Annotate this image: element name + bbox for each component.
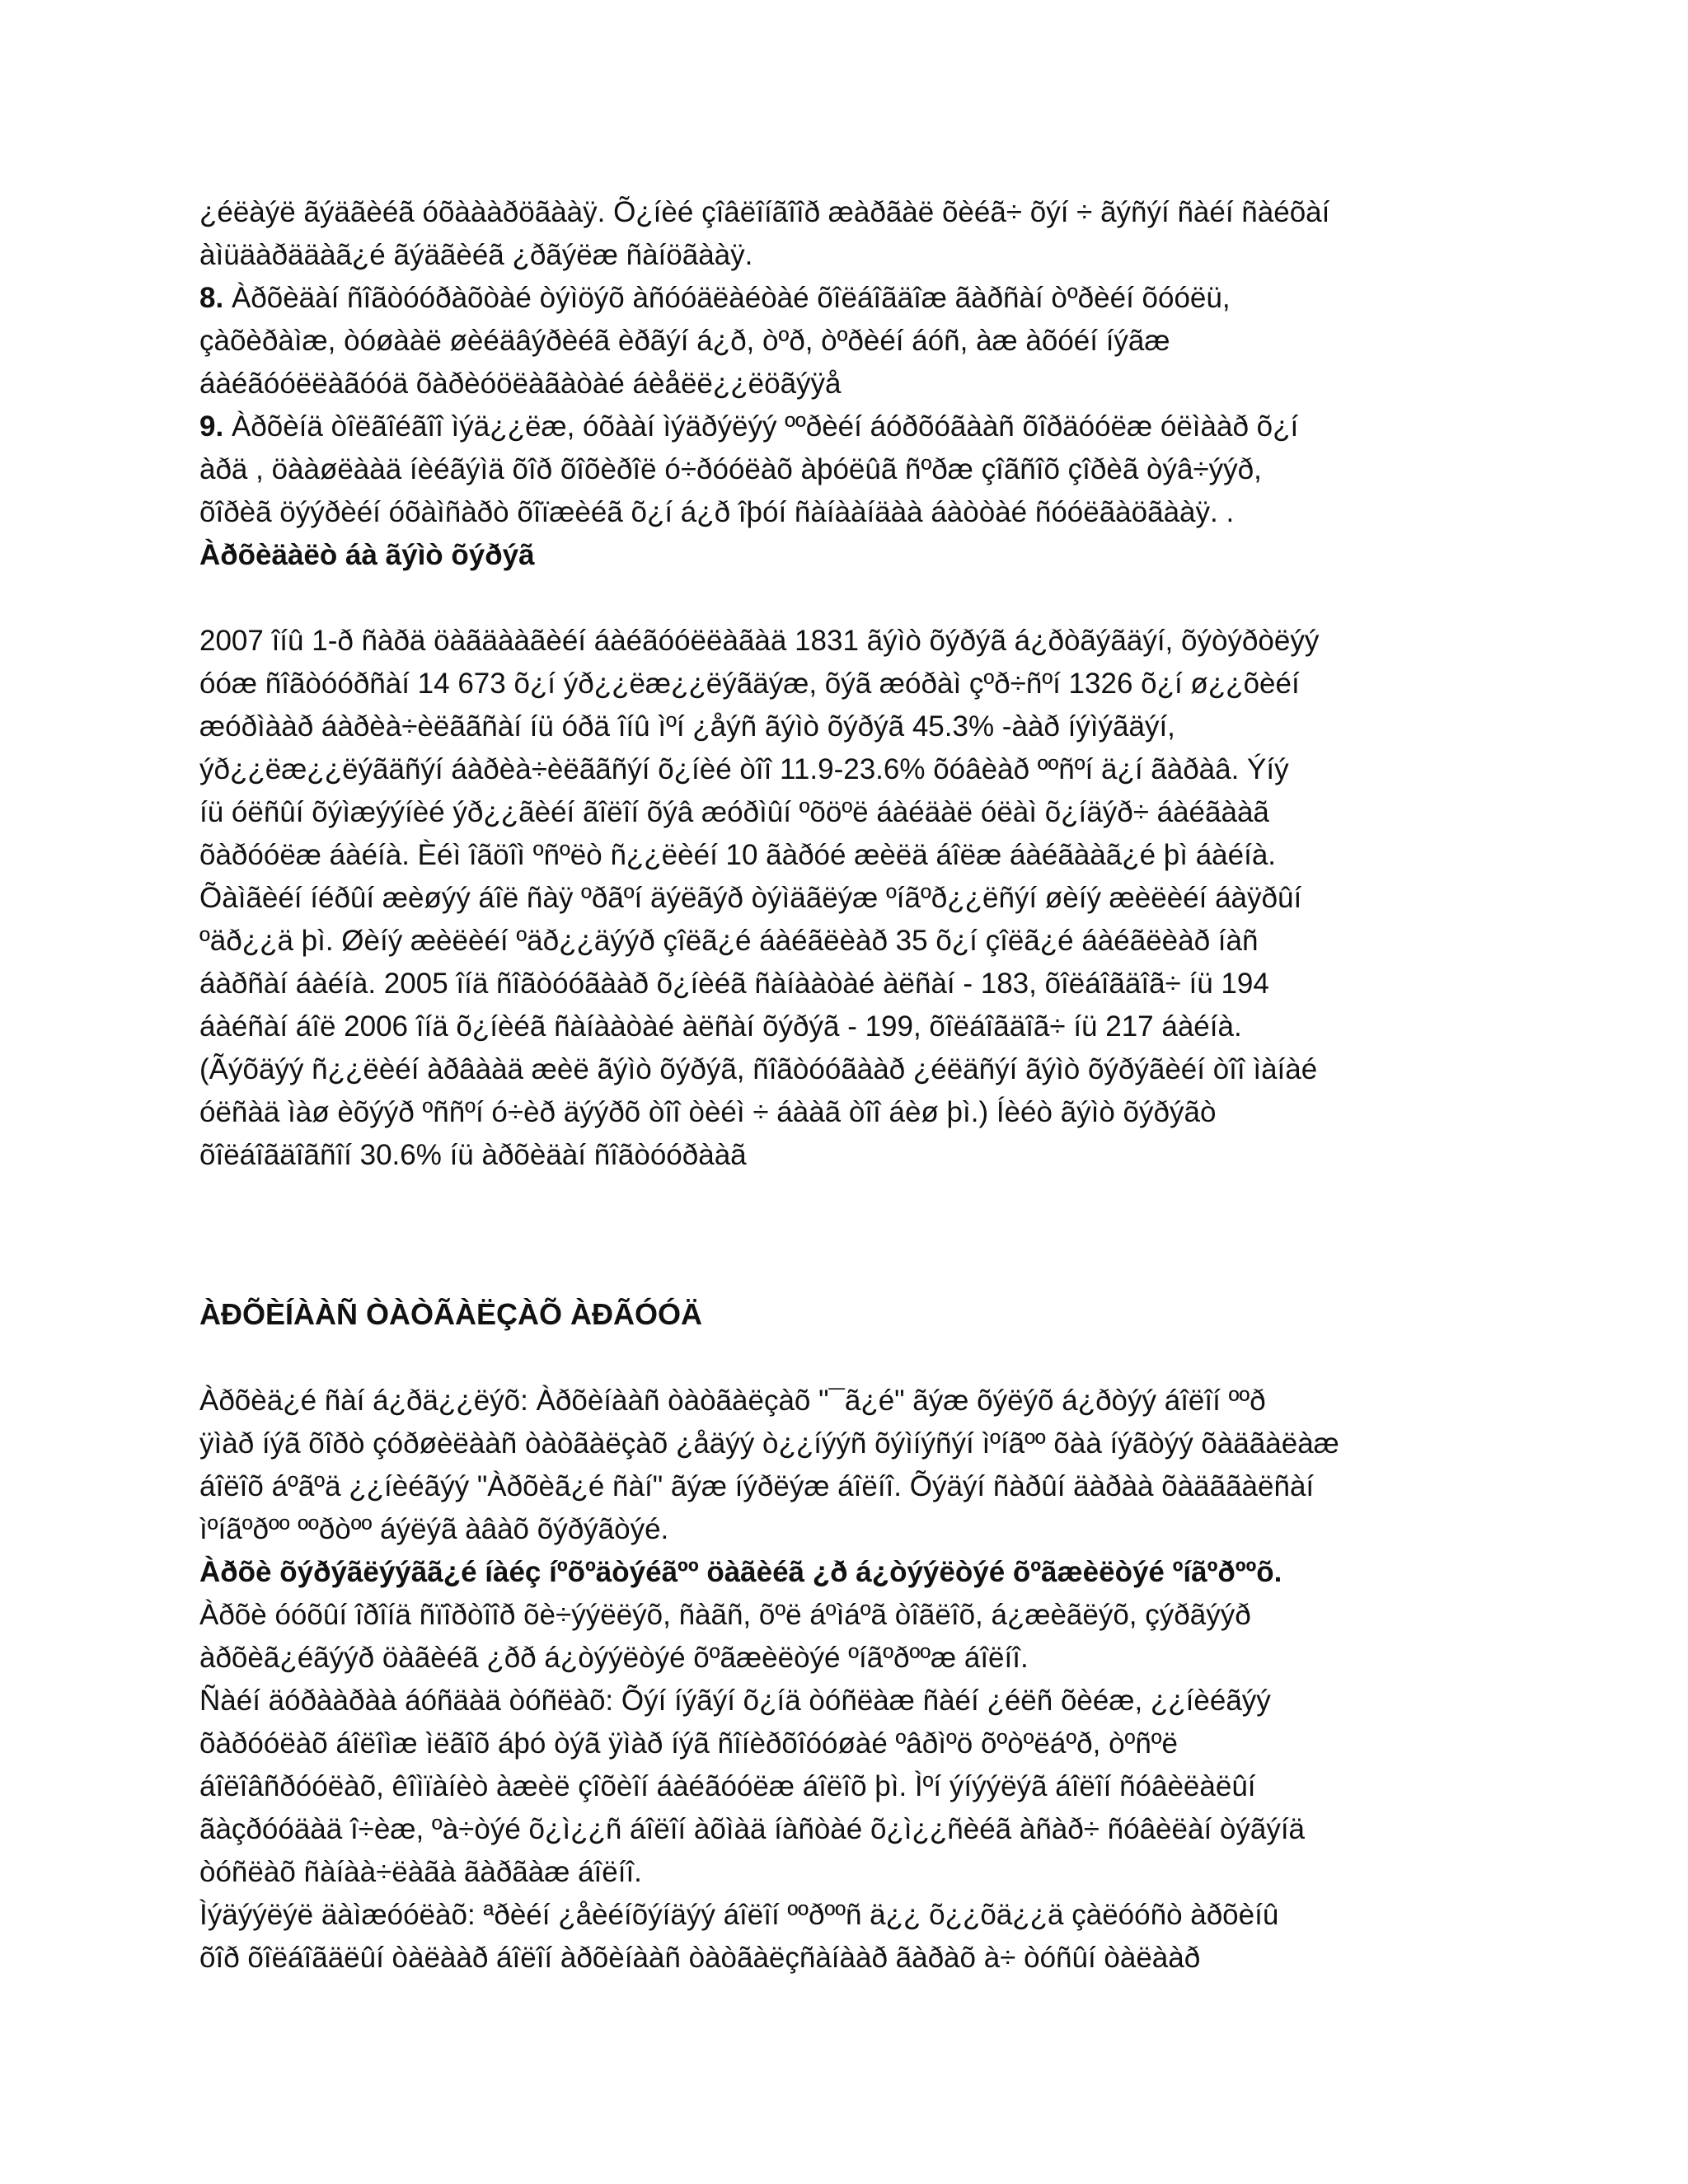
text-line: Àðõèä¿é ñàí á¿ðä¿¿ëýõ: Àðõèíààñ òàòãàëçàõ "¯ã¿é" ãýæ õýëýõ á¿ðòýý áîëîí ººð — [199, 1385, 1266, 1417]
text-line: Ìýäýýëýë äàìæóóëàõ: ªðèéí ¿åèéíõýíäýý áîëîí ººðººñ ä¿¿ õ¿¿õä¿¿ä çàëóóñò àðõèíû — [199, 1899, 1279, 1931]
text-line: õîðèã öýýðèéí óõàìñàðò õîïæèéã õ¿í á¿ð îþóí ñàíààíäàà áàòòàé ñóóëãàöãààÿ. . — [199, 496, 1235, 528]
text-line: õàðóóëàõ áîëîìæ ìëãîõ áþó òýã ÿìàð íýã ñîíèðõîóóøàé ºâðìºö õºòºëáºð, òºñºë — [199, 1727, 1179, 1760]
item-9-text: Àðõèíä òîëãîéãîî ìýä¿¿ëæ, óõààí ìýäðýëýý ººðèéí áóðõóãààñ õîðäóóëæ óëìààð õ¿í — [231, 410, 1299, 443]
text-line: áàðñàí áàéíà. 2005 îíä ñîãòóóãààð õ¿íèéã ñàíààòàé àëñàí - 183, õîëáîãäîã÷ íü 194 — [199, 968, 1269, 1000]
text-line: áîëîõ áºãºä ¿¿íèéãýý "Àðõèã¿é ñàí" ãýæ íýðëýæ áîëíî. Õýäýí ñàðûí äàðàà õàäããàëñàí — [199, 1470, 1315, 1502]
text-line: Àðõè õýðýãëýýãã¿é íàéç íºõºäòýéãºº öàãèéã ¿ð á¿òýýëòýé õºãæèëòýé ºíãºðººõ. — [199, 1556, 1282, 1588]
text-line: ìºíãºðºº ººðòºº áýëýã àâàõ õýðýãòýé. — [199, 1513, 669, 1545]
text-line: ÿìàð íýã õîðò çóðøèëààñ òàòãàëçàõ ¿åäýý ò¿¿íýýñ õýìíýñýí ìºíãºº õàà íýãòýý õàäãàëàæ — [199, 1427, 1339, 1460]
section-subtitle: Àðõèäàëò áà ãýìò õýðýã — [199, 539, 535, 571]
text-line: áàéñàí áîë 2006 îíä õ¿íèéã ñàíààòàé àëñàí õýðýã - 199, õîëáîãäîã÷ íü 217 áàéíà. — [199, 1010, 1242, 1043]
text-line: (Ãýõäýý ñ¿¿ëèéí àðâààä æèë ãýìò õýðýã, ñîãòóóãààð ¿éëäñýí ãýìò õýðýãèéí òîî ìàíàé — [199, 1053, 1318, 1085]
text-line: Õàìãèéí íéðûí æèøýý áîë ñàÿ ºðãºí äýëãýð òýìäãëýæ ºíãºð¿¿ëñýí øèíý æèëèéí áàÿðûí — [199, 882, 1302, 914]
text-line: çàõèðàìæ, òóøààë øèéäâýðèéã èðãýí á¿ð, òºð, òºðèéí áóñ, àæ àõóéí íýãæ — [199, 325, 1170, 357]
text-line: 2007 îíû 1-ð ñàðä öàãäààãèéí áàéãóóëëàãàä 1831 ãýìò õýðýã á¿ðòãýãäýí, õýòýðòëýý — [199, 625, 1320, 657]
text-line: õîð õîëáîãäëûí òàëààð áîëîí àðõèíààñ òàòãàëçñàíààð ãàðàõ à÷ òóñûí òàëààð — [199, 1942, 1201, 1974]
text-line: Ñàéí äóðààðàà áóñäàä òóñëàõ: Õýí íýãýí õ¿íä òóñëàæ ñàéí ¿éëñ õèéæ, ¿¿íèéãýý — [199, 1685, 1271, 1717]
item-8-text: Àðõèäàí ñîãòóóðàõòàé òýìöýõ àñóóäëàéòàé õîëáîãäîæ ãàðñàí òºðèéí õóóëü, — [231, 282, 1231, 314]
text-line: íü óëñûí õýìæýýíèé ýð¿¿ãèéí ãîëîí õýâ æóðìûí ºõöºë áàéäàë óëàì õ¿íäýð÷ áàéãààã — [199, 796, 1269, 828]
text-line: ãàçðóóäàä î÷èæ, ºà÷òýé õ¿ì¿¿ñ áîëîí àõìàä íàñòàé õ¿ì¿¿ñèéã àñàð÷ ñóâèëàí òýãýíä — [199, 1813, 1306, 1845]
text-line: ºäð¿¿ä þì. Øèíý æèëèéí ºäð¿¿äýýð çîëã¿é áàéãëèàð 35 õ¿í çîëã¿é áàéãëèàð íàñ — [199, 925, 1259, 957]
item-number: 8. — [199, 282, 224, 314]
item-8-line — [199, 282, 1231, 315]
text-line: æóðìààð áàðèà÷èëããñàí íü óðä îíû ìºí ¿åýñ ãýìò õýðýã 45.3% -ààð íýìýãäýí, — [199, 710, 1175, 743]
text-line: õàðóóëæ áàéíà. Èéì îãöîì ºñºëò ñ¿¿ëèéí 10 ãàðóé æèëä áîëæ áàéãààã¿é þì áàéíà. — [199, 839, 1277, 871]
text-line: áàéãóóëëàãóóä õàðèóöëàãàòàé áèåëë¿¿ëöãýÿå — [199, 368, 842, 400]
text-line: õîëáîãäîãñîí 30.6% íü àðõèäàí ñîãòóóðààã — [199, 1139, 747, 1171]
text-line: àðä , öààøëààä íèéãýìä õîð õîõèðîë ó÷ðóóëàõ àþóëûã ñºðæ çîãñîõ çîðèã òýâ÷ýýð, — [199, 453, 1262, 485]
item-number: 9. — [199, 410, 224, 443]
section-heading: ÀÐÕÈÍÀÀÑ ÒÀÒÃÀËÇÀÕ ÀÐÃÓÓÄ — [199, 1297, 703, 1331]
text-line: ¿éëàýë ãýäãèéã óõàààðöãààÿ. Õ¿íèé çîâëîíãîîð æàðãàë õèéã÷ õýí ÷ ãýñýí ñàéí ñàéõàí — [199, 196, 1330, 228]
text-line: óëñàä ìàø èõýýð ºññºí ó÷èð äýýðõ òîî òèéì ÷ áààã òîî áèø þì.) Íèéò ãýìò õýðýãò — [199, 1096, 1217, 1128]
text-line: òóñëàõ ñàíàà÷ëàãà ãàðãàæ áîëíî. — [199, 1856, 642, 1888]
text-line: Àðõè óóõûí îðîíä ñïîðòîîð õè÷ýýëëýõ, ñàãñ, õºë áºìáºã òîãëîõ, á¿æèãëýõ, çýðãýýð — [199, 1599, 1251, 1631]
text-line: àðõèã¿éãýýð öàãèéã ¿ðð á¿òýýëòýé õºãæèëòýé ºíãºðººæ áîëíî. — [199, 1642, 1029, 1674]
text-line: óóæ ñîãòóóðñàí 14 673 õ¿í ýð¿¿ëæ¿¿ëýãäýæ, õýã æóðàì çºð÷ñºí 1326 õ¿í ø¿¿õèéí — [199, 668, 1300, 700]
text-line: àìüäàðääàã¿é ãýäãèéã ¿ðãýëæ ñàíöãààÿ. — [199, 239, 753, 271]
text-line: ýð¿¿ëæ¿¿ëýãäñýí áàðèà÷èëããñýí õ¿íèé òîî 11.9-23.6% õóâèàð ººñºí ä¿í ãàðàâ. Ýíý — [199, 753, 1289, 785]
text-line: áîëîâñðóóëàõ, êîìïàíèò àæèë çîõèîí áàéãóóëæ áîëîõ þì. Ìºí ýíýýëýã áîëîí ñóâèëàëûí — [199, 1770, 1256, 1802]
item-9-line — [199, 410, 1298, 443]
